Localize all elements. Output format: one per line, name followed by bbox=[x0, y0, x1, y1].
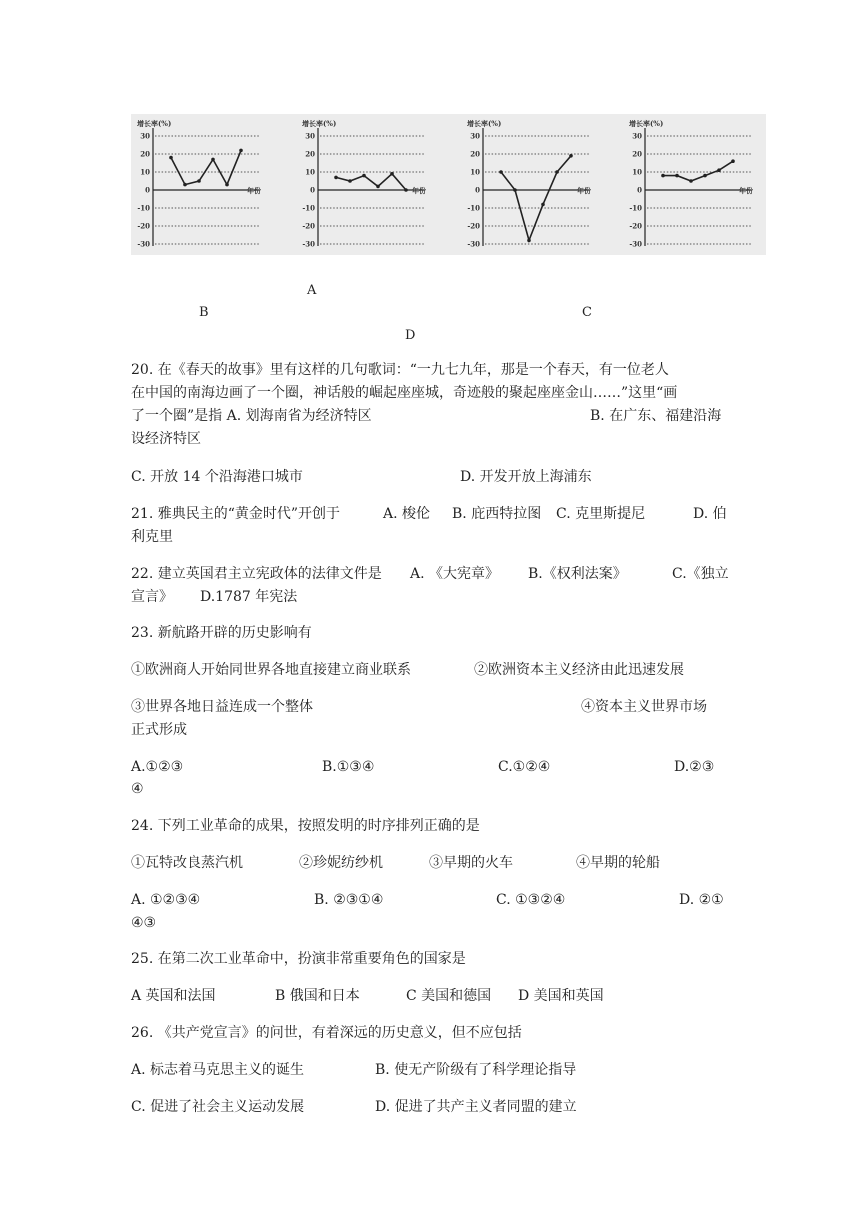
q23-stem: 23. 新航路开辟的历史影响有 bbox=[131, 625, 312, 641]
tick-label: 10 bbox=[305, 167, 315, 177]
q20-option-c: C. 开放 14 个沿海港口城市 bbox=[131, 469, 303, 485]
tick-label: -20 bbox=[467, 221, 480, 231]
data-point bbox=[211, 158, 215, 162]
q23-statement-4-wrap: 正式形成 bbox=[131, 722, 187, 738]
tick-label: 0 bbox=[310, 185, 315, 195]
data-point bbox=[703, 174, 707, 178]
q26-option-a: A. 标志着马克思主义的诞生 bbox=[131, 1062, 305, 1078]
q24-item-2: ②珍妮纺纱机 bbox=[299, 855, 383, 871]
q23-option-d-wrap: ④ bbox=[131, 781, 144, 797]
tick-label: 20 bbox=[140, 149, 150, 159]
q24-item-3: ③早期的火车 bbox=[429, 855, 513, 871]
q20-line2: 在中国的南海边画了一个圈，神话般的崛起座座城，奇迹般的聚起座座金山……”这里“画 bbox=[131, 385, 678, 401]
q20-option-b: B. 在广东、福建沿海 bbox=[590, 408, 722, 424]
y-axis-label: 增长率(%) bbox=[629, 119, 664, 128]
data-point bbox=[555, 170, 559, 174]
q24-item-1: ①瓦特改良蒸汽机 bbox=[131, 855, 243, 871]
x-axis-label: 年份 bbox=[247, 186, 261, 195]
figure-label-b: B bbox=[199, 305, 209, 320]
q23-option-a: A.①②③ bbox=[131, 759, 184, 775]
q23-statement-4: ④资本主义世界市场 bbox=[581, 699, 707, 715]
tick-label: 10 bbox=[470, 167, 480, 177]
q23-option-c: C.①②④ bbox=[498, 759, 551, 775]
y-axis-label: 增长率(%) bbox=[137, 119, 172, 128]
tick-label: 0 bbox=[145, 185, 150, 195]
q24-stem: 24. 下列工业革命的成果，按照发明的时序排列正确的是 bbox=[131, 818, 480, 834]
q24-option-a: A. ①②③④ bbox=[131, 892, 201, 908]
tick-label: 20 bbox=[305, 149, 315, 159]
data-point bbox=[348, 179, 352, 183]
tick-label: -10 bbox=[629, 203, 642, 213]
x-axis-label: 年份 bbox=[577, 186, 591, 195]
tick-label: 30 bbox=[470, 131, 480, 141]
q20-option-a: 了一个圈”是指 A. 划海南省为经济特区 bbox=[131, 408, 372, 424]
q22-option-b: B.《权利法案》 bbox=[528, 566, 627, 582]
data-point bbox=[404, 188, 408, 192]
data-point bbox=[689, 179, 693, 183]
tick-label: -20 bbox=[137, 221, 150, 231]
tick-label: 10 bbox=[140, 167, 150, 177]
q22-option-c-wrap: 宣言》 bbox=[131, 589, 173, 605]
q20-line4: 设经济特区 bbox=[131, 431, 201, 447]
chart-panel-4 bbox=[629, 119, 753, 249]
data-point bbox=[376, 185, 380, 189]
series-line bbox=[663, 161, 733, 181]
q23-option-d: D.②③ bbox=[674, 759, 715, 775]
q25-option-d: D 美国和英国 bbox=[518, 988, 604, 1004]
q24-option-d-wrap: ④③ bbox=[131, 915, 157, 931]
q24-item-4: ④早期的轮船 bbox=[576, 855, 660, 871]
q24-option-b: B. ②③①④ bbox=[314, 892, 384, 908]
q24-option-d: D. ②① bbox=[679, 892, 724, 908]
q26-option-c: C. 促进了社会主义运动发展 bbox=[131, 1099, 305, 1115]
data-point bbox=[334, 176, 338, 180]
tick-label: 30 bbox=[140, 131, 150, 141]
data-point bbox=[183, 183, 187, 187]
data-point bbox=[499, 170, 503, 174]
q21-stem: 21. 雅典民主的“黄金时代”开创于 bbox=[131, 506, 341, 522]
figure-label-c: C bbox=[582, 305, 592, 320]
q25-option-b: B 俄国和日本 bbox=[275, 988, 360, 1004]
tick-label: -10 bbox=[137, 203, 150, 213]
q20-line1: 20. 在《春天的故事》里有这样的几句歌词：“一九七九年，那是一个春天，有一位老人 bbox=[131, 362, 669, 378]
q23-statement-1: ①欧洲商人开始同世界各地直接建立商业联系 bbox=[131, 662, 411, 678]
tick-label: -30 bbox=[302, 239, 315, 249]
tick-label: -30 bbox=[467, 239, 480, 249]
tick-label: 20 bbox=[632, 149, 642, 159]
q21-option-b: B. 庇西特拉图 bbox=[452, 506, 542, 522]
q25-option-c: C 美国和德国 bbox=[406, 988, 492, 1004]
growth-rate-charts bbox=[131, 114, 766, 255]
q26-option-d: D. 促进了共产主义者同盟的建立 bbox=[375, 1099, 577, 1115]
chart-panel-3 bbox=[467, 119, 591, 249]
chart-panel-2 bbox=[302, 119, 426, 249]
q25-stem: 25. 在第二次工业革命中，扮演非常重要角色的国家是 bbox=[131, 951, 466, 967]
tick-label: -30 bbox=[629, 239, 642, 249]
data-point bbox=[390, 172, 394, 176]
q20-option-d: D. 开发开放上海浦东 bbox=[460, 469, 592, 485]
x-axis-label: 年份 bbox=[739, 186, 753, 195]
q25-option-a: A 英国和法国 bbox=[131, 988, 216, 1004]
q26-option-b: B. 使无产阶级有了科学理论指导 bbox=[375, 1062, 577, 1078]
tick-label: 0 bbox=[637, 185, 642, 195]
tick-label: 20 bbox=[470, 149, 480, 159]
charts-canvas bbox=[131, 114, 766, 255]
data-point bbox=[661, 174, 665, 178]
tick-label: 30 bbox=[632, 131, 642, 141]
tick-label: -30 bbox=[137, 239, 150, 249]
q21-option-a: A. 梭伦 bbox=[383, 506, 431, 522]
q21-option-d: D. 伯 bbox=[693, 506, 727, 522]
x-axis-label: 年份 bbox=[412, 186, 426, 195]
q22-stem: 22. 建立英国君主立宪政体的法律文件是 bbox=[131, 566, 382, 582]
q21-option-c: C. 克里斯提尼 bbox=[556, 506, 646, 522]
q23-statement-2: ②欧洲资本主义经济由此迅速发展 bbox=[474, 662, 684, 678]
q23-statement-3: ③世界各地日益连成一个整体 bbox=[131, 699, 313, 715]
figure-label-a: A bbox=[307, 283, 317, 298]
q22-option-d: D.1787 年宪法 bbox=[200, 589, 298, 605]
y-axis-label: 增长率(%) bbox=[302, 119, 337, 128]
tick-label: 0 bbox=[475, 185, 480, 195]
data-point bbox=[225, 183, 229, 187]
q22-option-a: A. 《大宪章》 bbox=[410, 566, 500, 582]
data-point bbox=[717, 168, 721, 172]
q26-stem: 26. 《共产党宣言》的问世，有着深远的历史意义，但不应包括 bbox=[131, 1025, 522, 1041]
data-point bbox=[731, 159, 735, 163]
series-line bbox=[501, 156, 571, 241]
tick-label: -10 bbox=[467, 203, 480, 213]
data-point bbox=[527, 239, 531, 243]
tick-label: -20 bbox=[302, 221, 315, 231]
data-point bbox=[239, 149, 243, 153]
tick-label: -10 bbox=[302, 203, 315, 213]
y-axis-label: 增长率(%) bbox=[467, 119, 502, 128]
data-point bbox=[169, 156, 173, 160]
data-point bbox=[513, 188, 517, 192]
data-point bbox=[675, 174, 679, 178]
series-line bbox=[336, 174, 406, 190]
q24-option-c: C. ①③②④ bbox=[496, 892, 566, 908]
data-point bbox=[197, 179, 201, 183]
tick-label: 30 bbox=[305, 131, 315, 141]
figure-label-d: D bbox=[405, 328, 416, 343]
q22-option-c: C.《独立 bbox=[672, 566, 729, 582]
q21-wrap: 利克里 bbox=[131, 529, 173, 545]
data-point bbox=[569, 154, 573, 158]
tick-label: 10 bbox=[632, 167, 642, 177]
q23-option-b: B.①③④ bbox=[322, 759, 375, 775]
data-point bbox=[541, 203, 545, 207]
tick-label: -20 bbox=[629, 221, 642, 231]
series-line bbox=[171, 150, 241, 184]
chart-panel-1 bbox=[137, 119, 261, 249]
data-point bbox=[362, 174, 366, 178]
